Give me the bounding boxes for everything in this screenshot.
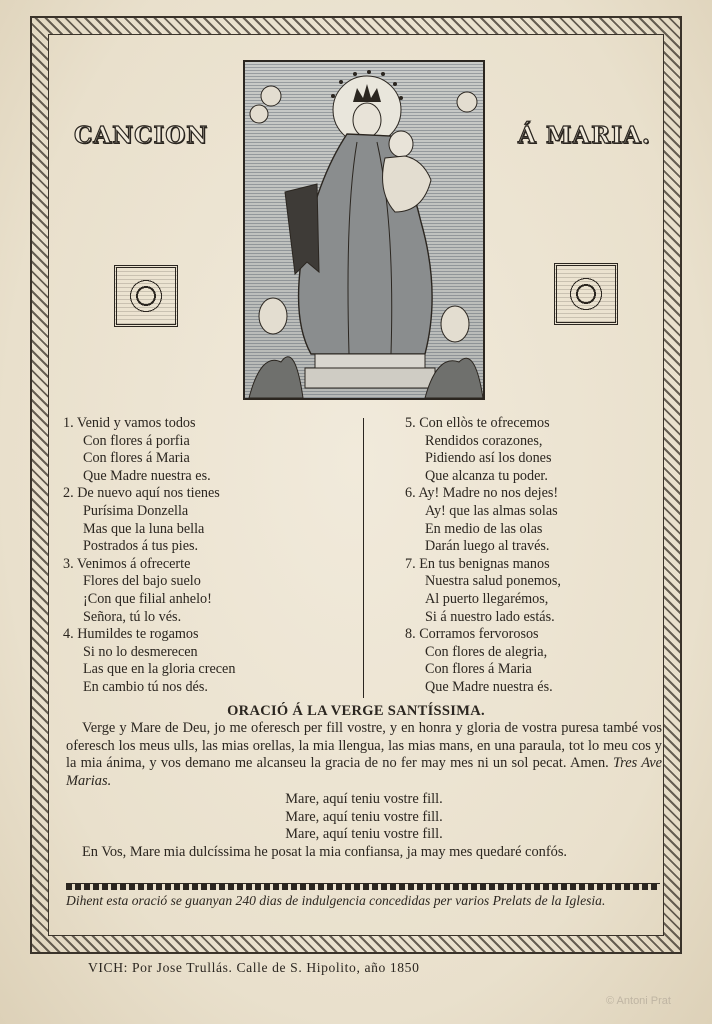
verse-line: Que alcanza tu poder.	[425, 467, 548, 484]
verse-line: En medio de las olas	[425, 520, 543, 537]
ornamental-rule	[66, 883, 660, 890]
title-right-word: Á MARIA.	[518, 122, 651, 149]
verse-line: Postrados á tus pies.	[83, 538, 199, 555]
prayer-title: ORACIÓ Á LA VERGE SANTÍSSIMA.	[227, 703, 485, 719]
tres-ave-marias: Tres Ave Marias.	[66, 755, 662, 790]
verse-line: Pidiendo así los dones	[425, 450, 552, 467]
verse-line: Con flores á Maria	[425, 661, 532, 678]
printer-imprint: VICH: Por Jose Trullás. Calle de S. Hipolito, año 1850	[88, 960, 420, 975]
refrain-line: Mare, aquí teniu vostre fill.	[285, 808, 443, 825]
ornament-left-icon	[114, 265, 178, 327]
engraving-drawing	[245, 62, 483, 398]
prayer-body	[66, 720, 662, 862]
refrain-line: Mare, aquí teniu vostre fill.	[285, 790, 443, 807]
verse-line: 8. Corramos fervorosos	[405, 626, 539, 643]
verse-line: 7. En tus benignas manos	[405, 555, 550, 572]
verse-line: Que Madre nuestra és.	[425, 678, 553, 695]
verse-line: 4. Humildes te rogamos	[63, 626, 199, 643]
verse-line: Con flores á Maria	[83, 450, 190, 467]
verse-line: Si no lo desmerecen	[83, 643, 198, 660]
verse-line: Con flores de alegria,	[425, 643, 548, 660]
ornament-right-icon	[554, 263, 618, 325]
verses-left-column	[63, 415, 353, 697]
verse-line: Ay! que las almas solas	[425, 502, 558, 519]
verse-line: Con flores á porfia	[83, 432, 190, 449]
verse-line: Purísima Donzella	[83, 502, 189, 519]
verse-line: Que Madre nuestra es.	[83, 467, 211, 484]
virgin-mary-engraving	[243, 60, 485, 400]
verse-line: Si á nuestro lado estás.	[425, 608, 555, 625]
verse-line: Al puerto llegarémos,	[425, 590, 549, 607]
prayer-paragraph	[66, 720, 662, 791]
column-divider	[363, 418, 364, 698]
verse-line: 6. Ay! Madre no nos dejes!	[405, 485, 559, 502]
copyright-watermark: © Antoni Prat	[606, 995, 671, 1007]
verse-line: 3. Venimos á ofrecerte	[63, 555, 191, 572]
verse-line: Flores del bajo suelo	[83, 573, 201, 590]
verse-line: Rendidos corazones,	[425, 432, 543, 449]
verse-line: Mas que la luna bella	[83, 520, 205, 537]
refrain-line: Mare, aquí teniu vostre fill.	[285, 826, 443, 843]
indulgence-note: Dihent esta oració se guanyan 240 dias de indulgencia concedidas per varios Prelats de la Iglesia.	[66, 893, 606, 908]
verse-line: Las que en la gloria crecen	[83, 661, 236, 678]
verses-right-column	[405, 415, 665, 697]
verse-line: 2. De nuevo aquí nos tienes	[63, 485, 220, 502]
prayer-closing: En Vos, Mare mia dulcíssima he posat la mia confiansa, ja may mes quedaré confós.	[82, 843, 568, 860]
verse-line: Darán luego al través.	[425, 538, 550, 555]
title-left-word: CANCION	[74, 122, 209, 149]
verse-line: 5. Con ellòs te ofrecemos	[405, 415, 550, 431]
verse-line: En cambio tú nos dés.	[83, 678, 208, 695]
verse-line: Señora, tú lo vés.	[83, 608, 182, 625]
verse-line: 1. Venid y vamos todos	[63, 415, 196, 431]
prayer-text: Verge y Mare de Deu, jo me oferesch per fill vostre, y en honra y gloria de vostra puresa també vos oferesch los meus ulls, las mias orellas, la mia llengua, las mias mans, en una paraula, tot lo meu cos y la mia ánima, y vos demano me alcanseu la gracia de no fer may mes ni un sol pecat. Amen.	[66, 720, 662, 772]
verse-line: ¡Con que filial anhelo!	[83, 590, 212, 607]
verse-line: Nuestra salud ponemos,	[425, 573, 561, 590]
